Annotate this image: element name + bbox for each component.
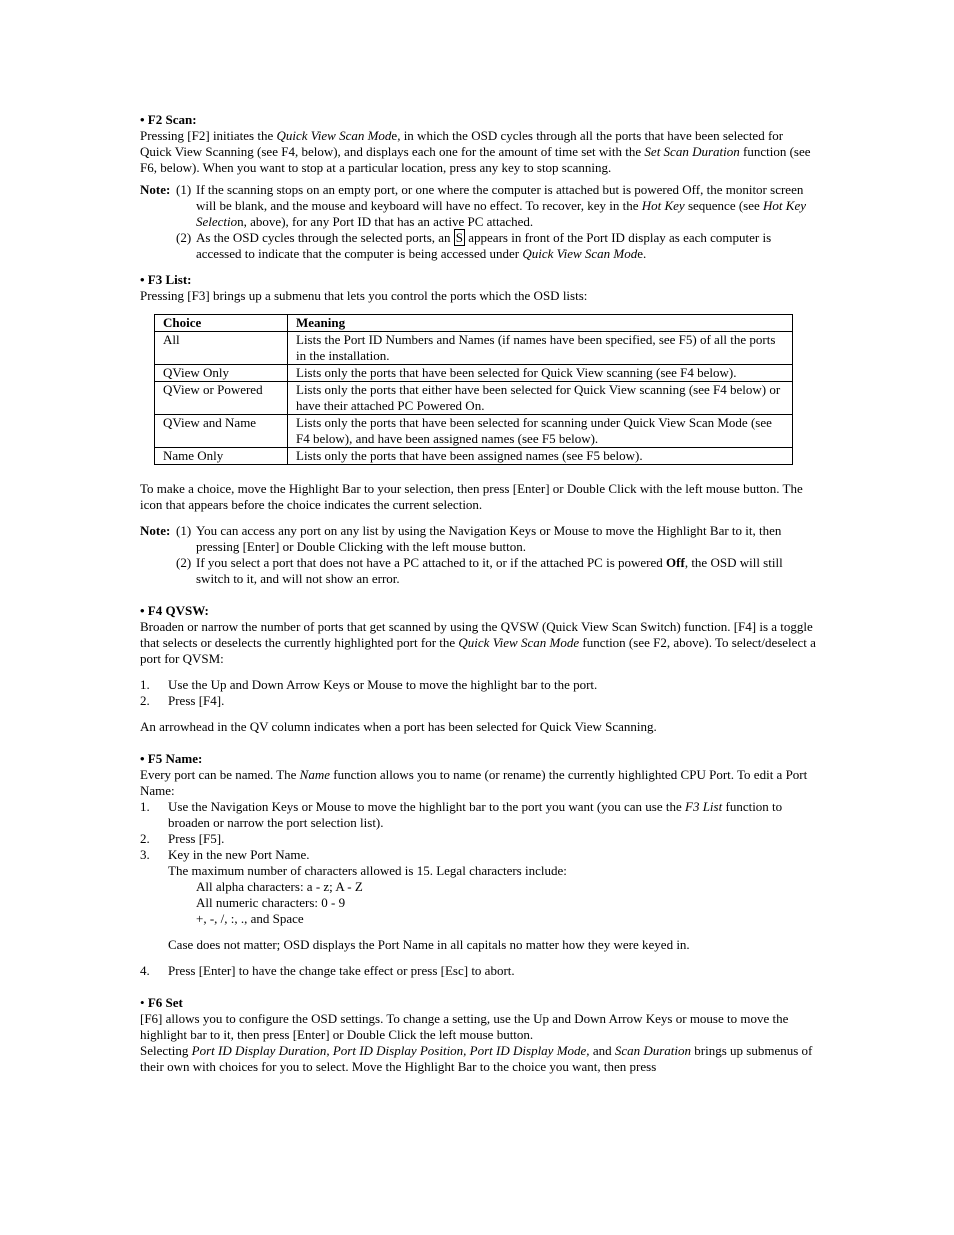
f5-description: Every port can be named. The Name function allows you to name (or rename) the currently highlighted CPU Port. To edit a Port Name: xyxy=(140,767,808,798)
f3-choice-table xyxy=(154,314,793,465)
list-item: 4. Press [Enter] to have the change take effect or press [Esc] to abort. xyxy=(140,963,515,978)
list-item: 1. Use the Up and Down Arrow Keys or Mouse to move the highlight bar to the port. xyxy=(140,677,598,692)
table-cell: QView Only xyxy=(155,365,288,382)
f4-after-text: An arrowhead in the QV column indicates when a port has been selected for Quick View Scanning. xyxy=(140,719,657,734)
f5-heading: • F5 Name: xyxy=(140,751,203,766)
note-item: (2) As the OSD cycles through the selected ports, an S appears in front of the Port ID display as each computer is accessed to indicate that the computer is being accessed under Quick View Scan Mode. xyxy=(176,230,772,261)
table-cell: Lists only the ports that have been selected for scanning under Quick View Scan Mode (see F4 below), and have been assigned names (see F5 below). xyxy=(288,415,793,448)
table-cell: Lists only the ports that either have been selected for Quick View scanning (see F4 below) or have their attached PC Powered On. xyxy=(288,382,793,415)
f3-after-text: To make a choice, move the Highlight Bar to your selection, then press [Enter] or Double Click with the left mouse button. The icon that appears before the choice indicates the current selection. xyxy=(140,481,803,512)
table-header: Choice xyxy=(155,315,288,332)
f6-description: [F6] allows you to configure the OSD settings. To change a setting, use the Up and Down Arrow Keys or mouse to move the highlight bar to it, then press [Enter] or Double Click the left mouse button. xyxy=(140,1011,789,1042)
manual-page xyxy=(140,112,816,1075)
f5-legal-chars-symbols: +, -, /, :, ., and Space xyxy=(196,911,304,926)
table-cell: QView and Name xyxy=(155,415,288,448)
f5-legal-chars-alpha: All alpha characters: a - z; A - Z xyxy=(196,879,363,894)
f3-heading: • F3 List: xyxy=(140,272,192,287)
note-item: (1) If the scanning stops on an empty port, or one where the computer is attached but is powered Off, the monitor screen will be blank, and the mouse and keyboard will have no effect. To recover, key in the Hot Key sequence (see Hot Key Selection, above), for any Port ID that has an active PC attached. xyxy=(176,182,806,229)
list-item: 2. Press [F4]. xyxy=(140,693,225,708)
table-row xyxy=(155,448,793,465)
table-cell: Name Only xyxy=(155,448,288,465)
note-item: (1) You can access any port on any list by using the Navigation Keys or Mouse to move the Highlight Bar to it, then pressing [Enter] or Double Clicking with the left mouse button. xyxy=(176,523,782,554)
list-item: 3. Key in the new Port Name. xyxy=(140,847,310,862)
f5-case-note: Case does not matter; OSD displays the Port Name in all capitals no matter how they were keyed in. xyxy=(168,937,690,952)
table-cell: Lists the Port ID Numbers and Names (if names have been specified, see F5) of all the ports in the installation. xyxy=(288,332,793,365)
list-item: 2. Press [F5]. xyxy=(140,831,225,846)
f4-description: Broaden or narrow the number of ports that get scanned by using the QVSW (Quick View Scan Switch) function. [F4] is a toggle that selects or deselects the currently highlighted port for the Quick View Scan Mode function (see F2, above). To select/deselect a port for QVSM: xyxy=(140,619,816,666)
table-cell: QView or Powered xyxy=(155,382,288,415)
f3-intro: Pressing [F3] brings up a submenu that lets you control the ports which the OSD lists: xyxy=(140,288,588,303)
f2-heading: • F2 Scan: xyxy=(140,112,197,127)
scan-indicator-s: S xyxy=(455,230,464,245)
note-label: Note: xyxy=(140,523,171,538)
f5-legal-chars-numeric: All numeric characters: 0 - 9 xyxy=(196,895,346,910)
f2-note xyxy=(140,182,816,262)
note-item: (2) If you select a port that does not have a PC attached to it, or if the attached PC is powered Off, the OSD will still switch to it, and will not show an error. xyxy=(176,555,783,586)
f6-heading: • F6 Set xyxy=(140,995,183,1010)
table-cell: All xyxy=(155,332,288,365)
table-row xyxy=(155,365,793,382)
f5-steps-cont xyxy=(140,963,816,979)
list-item: 1. Use the Navigation Keys or Mouse to move the highlight bar to the port you want (you can use the F3 List function to broaden or narrow the port selection list). xyxy=(140,799,783,830)
table-cell: Lists only the ports that have been selected for Quick View scanning (see F4 below). xyxy=(288,365,793,382)
f5-steps xyxy=(140,799,816,863)
f6-submenus: Selecting Port ID Display Duration, Port ID Display Position, Port ID Display Mode, and Scan Duration brings up submenus of their own with choices for you to select. Move the Highlight Bar to the choice you want, then press xyxy=(140,1043,813,1074)
table-row xyxy=(155,415,793,448)
f4-heading: • F4 QVSW: xyxy=(140,603,209,618)
f5-max-characters: The maximum number of characters allowed is 15. Legal characters include: xyxy=(168,863,567,878)
table-row xyxy=(155,382,793,415)
f3-note xyxy=(140,523,816,587)
note-label: Note: xyxy=(140,182,171,197)
f4-steps xyxy=(140,677,816,709)
table-header: Meaning xyxy=(288,315,793,332)
f2-description: Pressing [F2] initiates the Quick View Scan Mode, in which the OSD cycles through all the ports that have been selected for Quick View Scanning (see F4, below), and displays each one for the amount of time set with the Set Scan Duration function (see F6, below). When you want to stop at a particular location, press any key to stop scanning. xyxy=(140,128,811,175)
table-cell: Lists only the ports that have been assigned names (see F5 below). xyxy=(288,448,793,465)
table-header-row xyxy=(155,315,793,332)
table-row xyxy=(155,332,793,365)
